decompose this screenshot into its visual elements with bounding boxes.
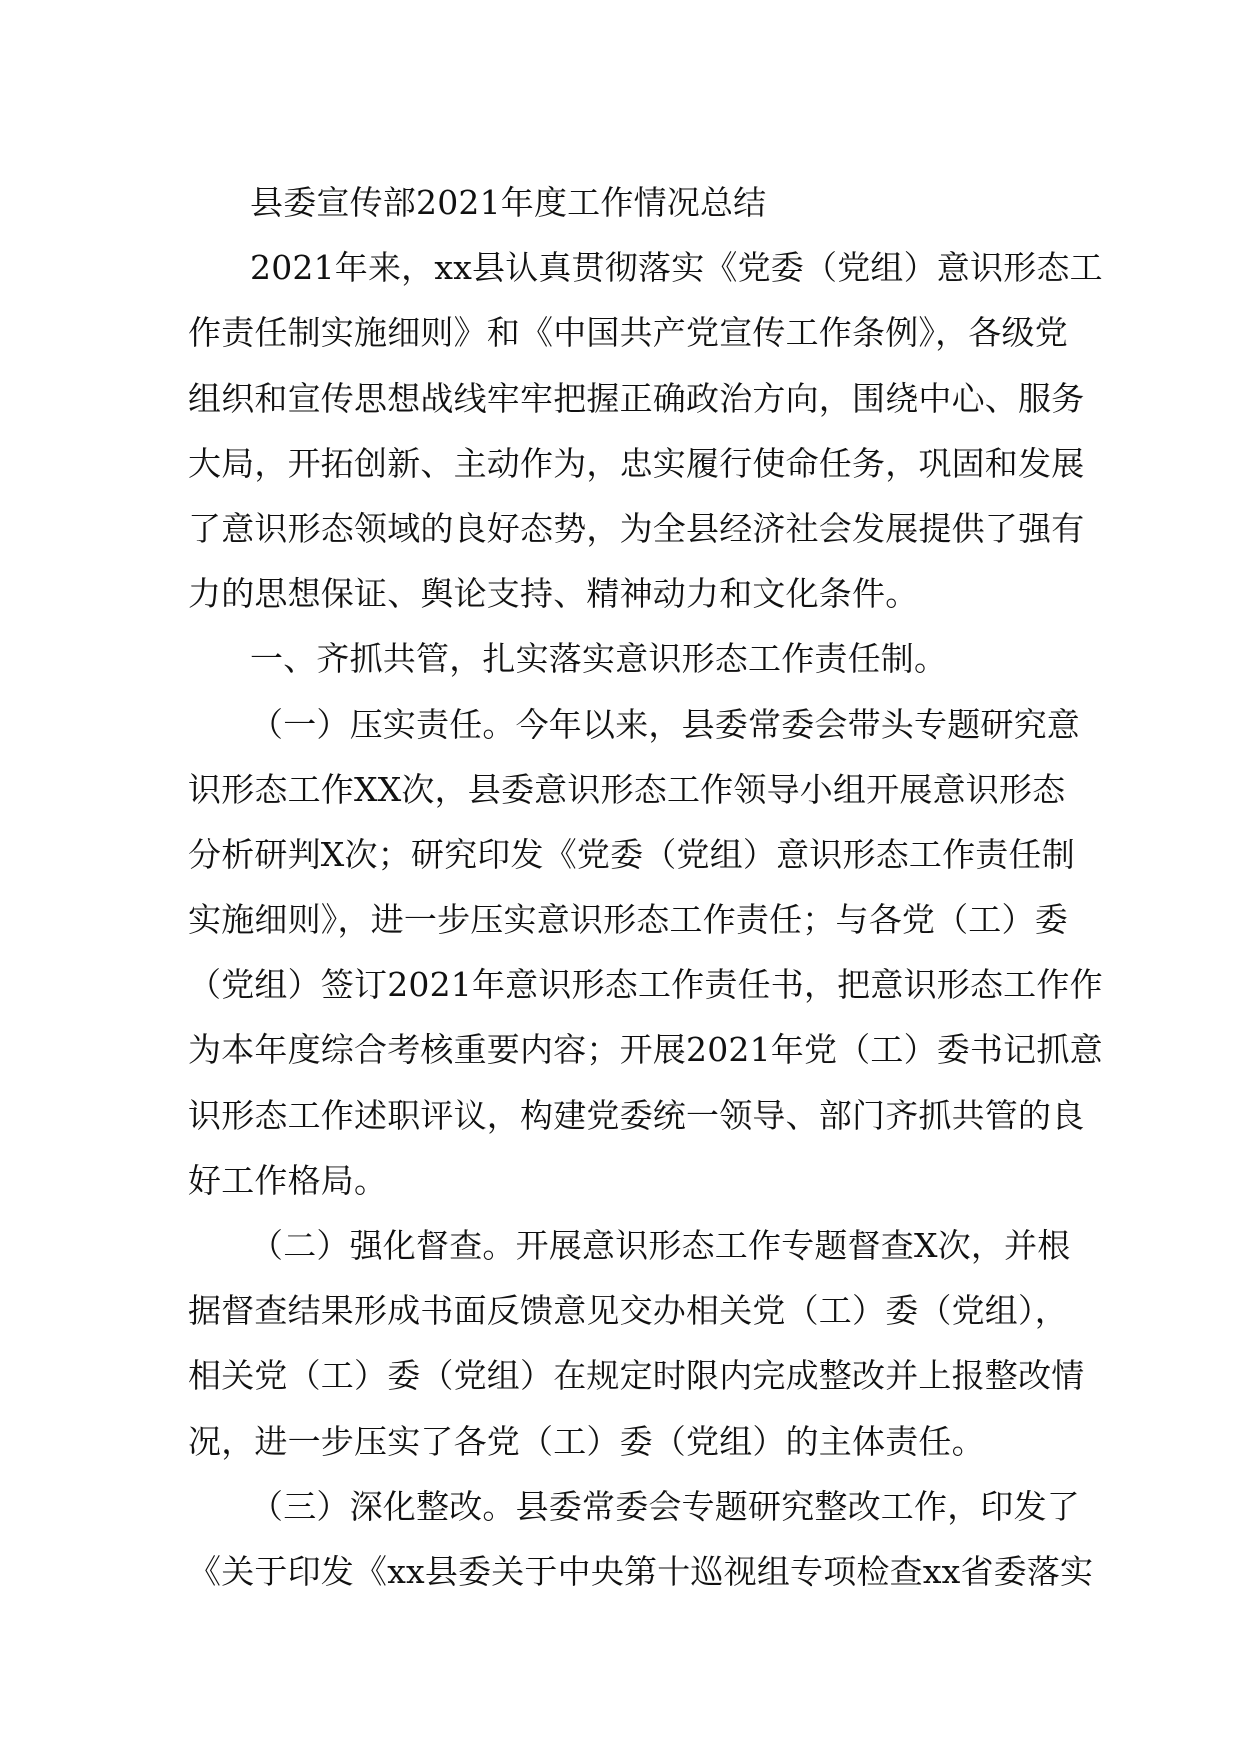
paragraph-1-line-6: 力的思想保证、舆论支持、精神动力和文化条件。	[188, 574, 919, 614]
paragraph-1-line-1: 2021年来，xx县认真贯彻落实《党委（党组）意识形态工	[250, 248, 1103, 288]
paragraph-3-line-3: 相关党（工）委（党组）在规定时限内完成整改并上报整改情	[188, 1356, 1085, 1396]
paragraph-1-line-3: 组织和宣传思想战线牢牢把握正确政治方向，围绕中心、服务	[188, 378, 1085, 418]
paragraph-2-line-4: 实施细则》，进一步压实意识形态工作责任；与各党（工）委	[188, 900, 1068, 940]
paragraph-4-line-1: （三）深化整改。县委常委会专题研究整改工作，印发了	[250, 1486, 1080, 1526]
paragraph-1-line-4: 大局，开拓创新、主动作为，忠实履行使命任务，巩固和发展	[188, 443, 1085, 483]
paragraph-2-line-5: （党组）签订2021年意识形态工作责任书，把意识形态工作作	[188, 965, 1103, 1005]
paragraph-2-line-7: 识形态工作述职评议，构建党委统一领导、部门齐抓共管的良	[188, 1095, 1085, 1135]
paragraph-2-line-3: 分析研判X次；研究印发《党委（党组）意识形态工作责任制	[188, 834, 1075, 874]
paragraph-3-line-1: （二）强化督查。开展意识形态工作专题督查X次，并根	[250, 1226, 1071, 1265]
section-heading-1: 一、齐抓共管，扎实落实意识形态工作责任制。	[250, 639, 948, 679]
paragraph-1-line-2: 作责任制实施细则》和《中国共产党宣传工作条例》，各级党	[188, 313, 1068, 353]
paragraph-2-line-1: （一）压实责任。今年以来，县委常委会带头专题研究意	[250, 704, 1080, 744]
paragraph-2-line-6: 为本年度综合考核重要内容；开展2021年党（工）委书记抓意	[188, 1030, 1103, 1070]
paragraph-2-line-8: 好工作格局。	[188, 1160, 388, 1200]
paragraph-2-line-2: 识形态工作XX次，县委意识形态工作领导小组开展意识形态	[188, 769, 1066, 809]
document-title: 县委宣传部2021年度工作情况总结	[250, 183, 767, 222]
paragraph-3-line-2: 据督查结果形成书面反馈意见交办相关党（工）委（党组），	[188, 1291, 1068, 1331]
paragraph-1-line-5: 了意识形态领域的良好态势，为全县经济社会发展提供了强有	[188, 508, 1085, 548]
paragraph-3-line-4: 况，进一步压实了各党（工）委（党组）的主体责任。	[188, 1421, 985, 1461]
paragraph-4-line-2: 《关于印发《xx县委关于中央第十巡视组专项检查xx省委落实	[188, 1551, 1094, 1591]
document-body	[188, 170, 1103, 1604]
